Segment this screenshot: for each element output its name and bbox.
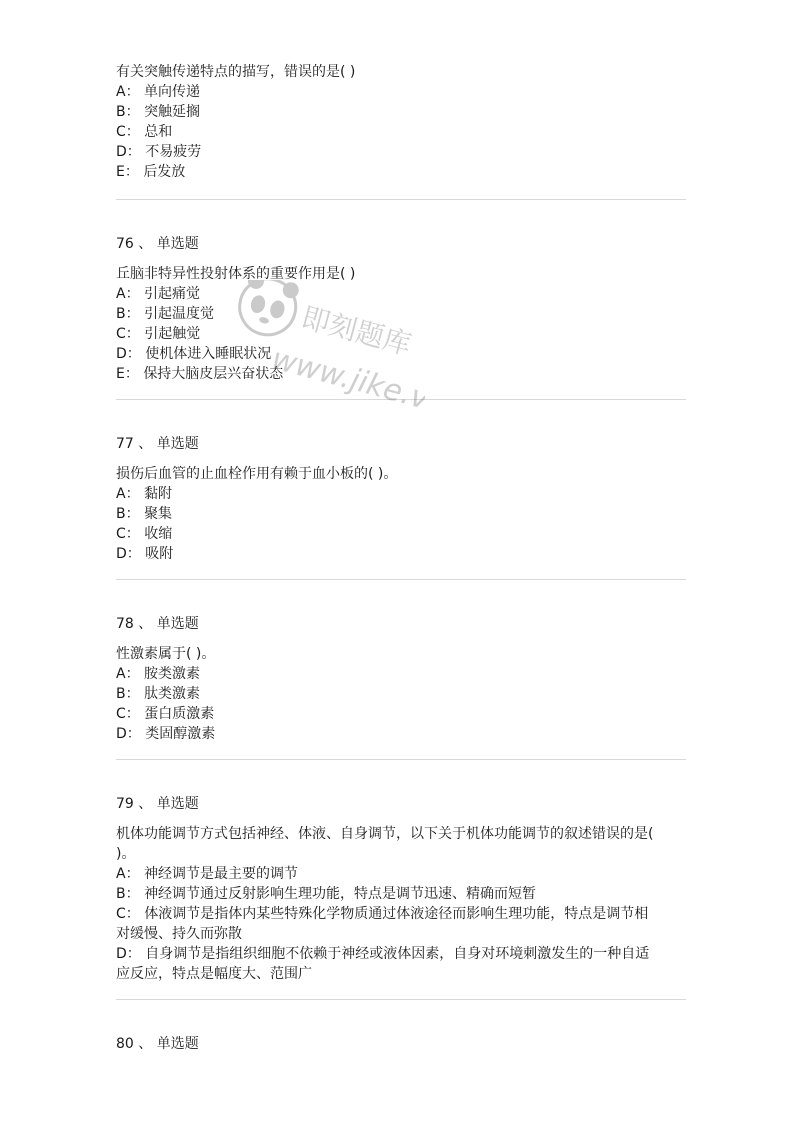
question-stem: 有关突触传递特点的描写，错误的是( ) bbox=[116, 64, 356, 80]
option-a: A： 胺类激素 bbox=[116, 666, 201, 682]
option-d: D： 类固醇激素 bbox=[116, 726, 216, 742]
option-b: B： 肽类激素 bbox=[116, 686, 201, 702]
option-c: C： 总和 bbox=[116, 124, 173, 140]
question-header: 78 、 单选题 bbox=[116, 616, 199, 632]
question-76 bbox=[116, 234, 355, 384]
option-e: E： 保持大脑皮层兴奋状态 bbox=[116, 366, 284, 382]
option-b: B： 引起温度觉 bbox=[116, 306, 215, 322]
option-a: A： 黏附 bbox=[116, 486, 173, 502]
option-d: D： 不易疲劳 bbox=[116, 144, 202, 160]
watermark-url: www.jike.vip bbox=[267, 341, 425, 424]
option-a: A： 单向传递 bbox=[116, 84, 201, 100]
option-b: B： 突触延搁 bbox=[116, 104, 201, 120]
question-stem: 损伤后血管的止血栓作用有赖于血小板的( )。 bbox=[116, 466, 398, 482]
option-e: E： 后发放 bbox=[116, 164, 186, 180]
divider bbox=[116, 399, 686, 400]
question-80 bbox=[116, 1034, 199, 1054]
divider bbox=[116, 199, 686, 200]
question-header: 77 、 单选题 bbox=[116, 436, 199, 452]
divider bbox=[116, 759, 686, 760]
option-b: B： 聚集 bbox=[116, 506, 173, 522]
watermark-brand: 即刻题库 bbox=[298, 300, 415, 362]
question-75 bbox=[116, 62, 355, 182]
option-d: D： 使机体进入睡眠状况 bbox=[116, 346, 272, 362]
option-b: B： 神经调节通过反射影响生理功能，特点是调节迅速、精确而短暂 bbox=[116, 886, 537, 902]
divider bbox=[116, 579, 686, 580]
question-header: 79 、 单选题 bbox=[116, 796, 199, 812]
divider bbox=[116, 999, 686, 1000]
question-77 bbox=[116, 434, 397, 564]
question-79 bbox=[116, 794, 686, 984]
question-stem-line-1: 机体功能调节方式包括神经、体液、自身调节，以下关于机体功能调节的叙述错误的是( bbox=[116, 826, 654, 842]
option-d: D： 吸附 bbox=[116, 546, 174, 562]
question-stem: 性激素属于( )。 bbox=[116, 646, 216, 662]
question-stem: 丘脑非特异性投射体系的重要作用是( ) bbox=[116, 266, 356, 282]
option-c: C： 体液调节是指体内某些特殊化学物质通过体液途径而影响生理功能，特点是调节相 bbox=[116, 906, 649, 922]
option-d-continuation: 应反应，特点是幅度大、范围广 bbox=[116, 966, 312, 982]
question-78 bbox=[116, 614, 215, 744]
question-header: 80 、 单选题 bbox=[116, 1036, 199, 1052]
option-c: C： 收缩 bbox=[116, 526, 173, 542]
question-header: 76 、 单选题 bbox=[116, 236, 199, 252]
option-c: C： 引起触觉 bbox=[116, 326, 201, 342]
option-d: D： 自身调节是指组织细胞不依赖于神经或液体因素，自身对环境刺激发生的一种自适 bbox=[116, 946, 650, 962]
option-c: C： 蛋白质激素 bbox=[116, 706, 215, 722]
option-c-continuation: 对缓慢、持久而弥散 bbox=[116, 926, 242, 942]
option-a: A： 神经调节是最主要的调节 bbox=[116, 866, 299, 882]
option-a: A： 引起痛觉 bbox=[116, 286, 201, 302]
question-stem-line-2: )。 bbox=[116, 846, 136, 862]
